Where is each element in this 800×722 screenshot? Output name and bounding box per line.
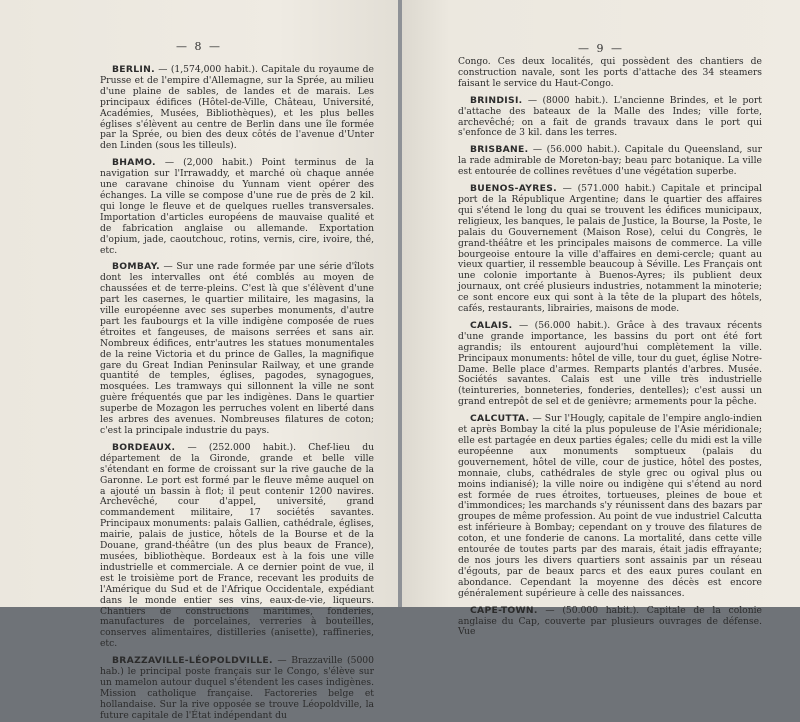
entry-name: CALCUTTA. [470, 413, 530, 425]
page-number: — 8 — [176, 40, 222, 53]
entry [100, 158, 374, 256]
entry-text: — (571.000 habit.) Capitale et principal port de la République Argentine; dans le quartier des affaires qui s'étend le long du quai se trouvent les édifices municipaux, religieux, les banques, le palais de Justice, la Bourse, la Poste, le palais du Gouvernement (Maison Rose), celui du Congrès, le grand-théâtre et les principales maisons de commerce. La ville bourgeoise entoure la ville d'affaires en demi-cercle; quant au vieux quartier, il ressemble beaucoup à Séville. Les Français ont une colonie importante à Buenos-Ayres; ils publient deux journaux, ont créé plusieurs industries, notamment la minoterie; ce sont encore eux qui sont à la tête de la plupart des hôtels, cafés, restaurants, librairies, maisons de mode. [458, 183, 762, 315]
entry-name: BRINDISI. [470, 94, 523, 106]
entry-text: — (8000 habit.). L'ancienne Brindes, et le port d'attache des bateaux de la Malle des Indes; ville forte, archevêché; on a fait de grands travaux dans le port qui s'enfonce de 3 kil. dans les terres. [458, 94, 762, 139]
entry-name: BHAMO. [112, 157, 156, 169]
entry [100, 656, 374, 721]
entry-name: BUENOS-AYRES. [470, 183, 557, 195]
entry-text: — Brazzaville (5000 hab.) le principal poste français sur le Congo, s'élève sur un mamelon autour duquel s'étendent les cases indigènes. Mission catholique française. Factoreries belge et hollandaise. Sur la rive opposée se trouve Léopoldville, la future capitale de l'État indépendant du [100, 655, 374, 721]
text-column [0, 65, 398, 722]
left-page [0, 0, 398, 721]
entry-name: BERLIN. [112, 64, 155, 75]
entry-name: BOMBAY. [112, 261, 160, 273]
entry [458, 96, 762, 140]
entry-text: — (50.000 habit.). Capitale de la colonie anglaise du Cap, couverte par plusieurs ouvrages de défense. Vue [458, 604, 762, 638]
entry-name: CAPE-TOWN. [470, 604, 538, 616]
entry-name: CALAIS. [470, 319, 513, 331]
right-page [402, 0, 800, 638]
page-number: — 9 — [578, 42, 624, 55]
entry-text: — (56.000 habit.). Capitale du Queensland, sur la rade admirable de Moreton-bay; beau parc botanique. La ville est entourée de collines revêtues d'une végétation superbe. [458, 144, 762, 178]
entry-name: BORDEAUX. [112, 441, 176, 453]
entry-text: — (252.000 habit.). Chef-lieu du département de la Gironde, grande et belle ville s'étendant en forme de croissant sur la rive gauche de la Garonne. Le port est formé par le fleuve même auquel on a ajouté un bassin à flot; il peut contenir 1200 navires. Archevêché, cour d'appel, université, grand commandement militaire, 17 sociétés savantes. Principaux monuments: palais Gallien, cathédrale, églises, mairie, palais de justice, hôtels de la Bourse et de la Douane, grand-théâtre (un des plus beaux de France), musées, bibliothèque. Bordeaux est à la fois une ville industrielle et commerciale. A ce dernier point de vue, il est le troisième port de France, recevant les produits de l'Amérique du Sud et de l'Afrique Occidentale, expédiant dans le monde entier ses vins, eaux-de-vie, liqueurs. Chantiers de constructions maritimes, fonderies, manufactures de porcelaines, verreries à bouteilles, conserves alimentaires, distilleries (anisette), raffineries, etc. [100, 441, 374, 650]
entry-text: — Sur une rade formée par une série d'îlots dont les intervalles ont été comblés au moyen de chaussées et de terre-pleins. C'est là que s'élèvent d'une part les casernes, le quartier militaire, les magasins, la ville européenne avec ses superbes monuments, d'autre part les faubourgs et la ville indigène composée de rues étroites et fangeuses, de maisons serrées et sans air. Nombreux édifices, entr'autres les statues monumentales de la reine Victoria et du prince de Galles, la magnifique gare du Great Indian Peninsular Railway, et une grande quantité de temples, églises, pagodes, synagogues, mosquées. Les tramways qui sillonnent la ville ne sont guère fréquentés que par les indigènes. Dans le quartier superbe de Mozagon les perruches volent en liberté dans les arbres des avenues. Nombreuses filatures de coton; c'est la principale industrie du pays. [100, 261, 374, 436]
entry-text: — Sur l'Hougly, capitale de l'empire anglo-indien et après Bombay la cité la plus populeuse de l'Asie méridionale; elle est partagée en deux parties égales; celle du midi est la ville européenne aux monuments somptueux (palais du gouvernement, hôtel de ville, cour de justice, hôtel des postes, monnaie, clubs, cathédrales de style grec ou ogival plus ou moins indianisé); la ville noire ou indigène qui s'étend au nord est formée de rues étroites, tortueuses, pleines de boue et d'immondices; les marchands s'y réunissent dans des bazars par groupes de même profession. Au point de vue industriel Calcutta est inférieure à Bombay; cependant on y trouve des filatures de coton, et une fonderie de canons. La mortalité, dans cette ville entourée de toutes parts par des marais, était jadis effrayante; de nos jours les divers quartiers sont assainis par un réseau d'égouts, par de beaux parcs et des eaux pures coulant en abondance. Cependant la moyenne des décès est encore généralement supérieure à celle des naissances. [458, 413, 762, 599]
entry [458, 184, 762, 315]
entry-text: — (56.000 habit.). Grâce à des travaux récents d'une grande importance, les bassins du port ont été fort agrandis; ils entourent aujourd'hui complètement la ville. Principaux monuments: hôtel de ville, tour du guet, église Notre-Dame. Belle place d'armes. Remparts plantés d'arbres. Musée. Sociétés savantes. Calais est une ville très industrielle (teintureries, bonneteries, fonderies, dentelles); c'est aussi un grand entrepôt de sel et de genièvre; armements pour la pêche. [458, 319, 762, 408]
entry [100, 262, 374, 437]
entry [100, 443, 374, 650]
entry [100, 65, 374, 152]
entry-text: — (2,000 habit.) Point terminus de la navigation sur l'Irrawaddy, et marché où chaque année une caravane chinoise du Yunnam vient opérer des échanges. La ville se compose d'une rue de près de 2 kil. qui longe le fleuve et de quelques ruelles transversales. Importation d'articles européens de mauvaise qualité et de fabrication anglaise ou allemande. Exportation d'opium, jade, caoutchouc, rotins, vernis, cire, ivoire, thé, etc. [100, 157, 374, 256]
entry-name: BRAZZAVILLE-LÉOPOLDVILLE. [112, 655, 273, 667]
entry-text: — (1,574,000 habit.). Capitale du royaume de Prusse et de l'empire d'Allemagne, sur la Sprée, au milieu d'une plaine de sables, de landes et de marais. Les principaux édifices (Hôtel-de-Ville, Château, Université, Académies, Musées, Bibliothèques), et les plus belles églises s'élèvent au centre de Berlin dans une île formée par la Sprée, ou bien des deux côtés de l'avenue d'Unter den Linden (sous les tilleuls). [100, 64, 374, 152]
entry [458, 606, 762, 639]
entry [458, 321, 762, 408]
entry [458, 414, 762, 599]
entry-name: BRISBANE. [470, 144, 529, 156]
continuation-text: Congo. Ces deux localités, qui possèdent des chantiers de construction navale, sont les ports d'attache des 34 steamers faisant le service du Haut-Congo. [458, 56, 762, 89]
entry [458, 145, 762, 178]
text-column [402, 57, 800, 638]
